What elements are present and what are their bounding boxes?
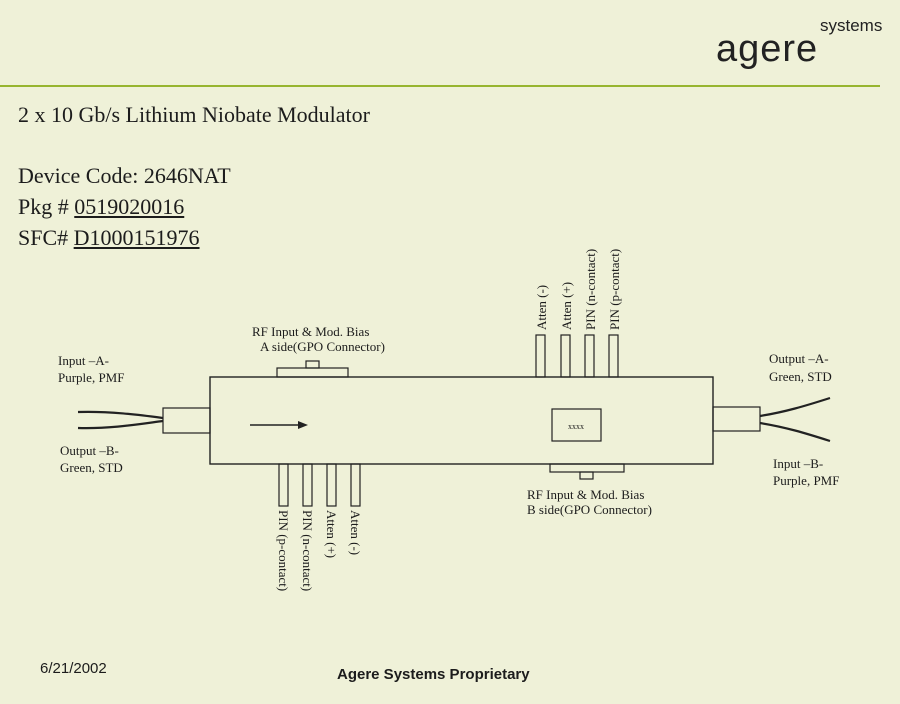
bottom-pin-label-2: PIN (n-contact) [300, 510, 315, 592]
top-pin-atten-plus [561, 335, 570, 377]
bottom-pin-label-1: PIN (p-contact) [276, 510, 291, 592]
logo-subtext: systems [820, 16, 883, 35]
rf-b-label-line1: RF Input & Mod. Bias [527, 487, 645, 502]
rf-a-label-line2: A side(GPO Connector) [260, 339, 385, 354]
top-pin-label-4: PIN (p-contact) [607, 248, 622, 330]
top-pin-label-2: Atten (+) [559, 281, 574, 330]
chip-label: xxxx [568, 422, 584, 431]
right-top-label-line1: Output –A- [769, 351, 829, 366]
gpo-connector-b [550, 464, 624, 472]
footer-date: 6/21/2002 [40, 660, 107, 677]
direction-arrow-head [298, 421, 308, 429]
fiber-right-top [760, 398, 830, 416]
pkg-value: 0519020016 [74, 194, 185, 219]
top-pin-pin-n [585, 335, 594, 377]
left-top-label-line2: Purple, PMF [58, 370, 125, 385]
fiber-left-top [78, 412, 163, 418]
bottom-pin-pin-p [279, 464, 288, 506]
fiber-right-bottom [760, 423, 830, 441]
gpo-connector-a-pin [306, 361, 319, 368]
right-top-label-line2: Green, STD [769, 369, 832, 384]
logo-wordmark: agere [716, 28, 819, 70]
right-bottom-label-line2: Purple, PMF [773, 473, 840, 488]
page-title: 2 x 10 Gb/s Lithium Niobate Modulator [18, 102, 370, 127]
device-code-label: Device Code: [18, 163, 139, 188]
device-code-value: 2646NAT [143, 163, 231, 188]
top-pin-label-3: PIN (n-contact) [583, 248, 598, 330]
rf-a-label-line1: RF Input & Mod. Bias [252, 324, 370, 339]
bottom-pin-atten-minus [351, 464, 360, 506]
bottom-pin-label-4: Atten (-) [348, 510, 363, 556]
rf-b-label-line2: B side(GPO Connector) [527, 502, 652, 517]
gpo-connector-b-pin [580, 472, 593, 479]
top-pin-label-1: Atten (-) [534, 284, 549, 330]
bottom-pin-pin-n [303, 464, 312, 506]
fiber-left-bottom [78, 421, 163, 428]
bottom-pins [279, 464, 360, 506]
pkg-label: Pkg # [18, 194, 69, 219]
top-pin-atten-minus [536, 335, 545, 377]
fiber-boot-right [713, 407, 760, 431]
right-bottom-label-line1: Input –B- [773, 456, 824, 471]
left-bottom-label-line2: Green, STD [60, 460, 123, 475]
gpo-connector-a [277, 368, 348, 377]
left-top-label-line1: Input –A- [58, 353, 109, 368]
sfc-value: D1000151976 [73, 225, 200, 250]
bottom-pin-label-3: Atten (+) [324, 510, 339, 559]
left-bottom-label-line1: Output –B- [60, 443, 119, 458]
bottom-pin-atten-plus [327, 464, 336, 506]
fiber-boot-left [163, 408, 210, 433]
modulator-body [210, 377, 713, 464]
footer-proprietary: Agere Systems Proprietary [337, 666, 530, 683]
top-pins [536, 335, 618, 377]
sfc-label: SFC# [18, 225, 69, 250]
top-pin-pin-p [609, 335, 618, 377]
